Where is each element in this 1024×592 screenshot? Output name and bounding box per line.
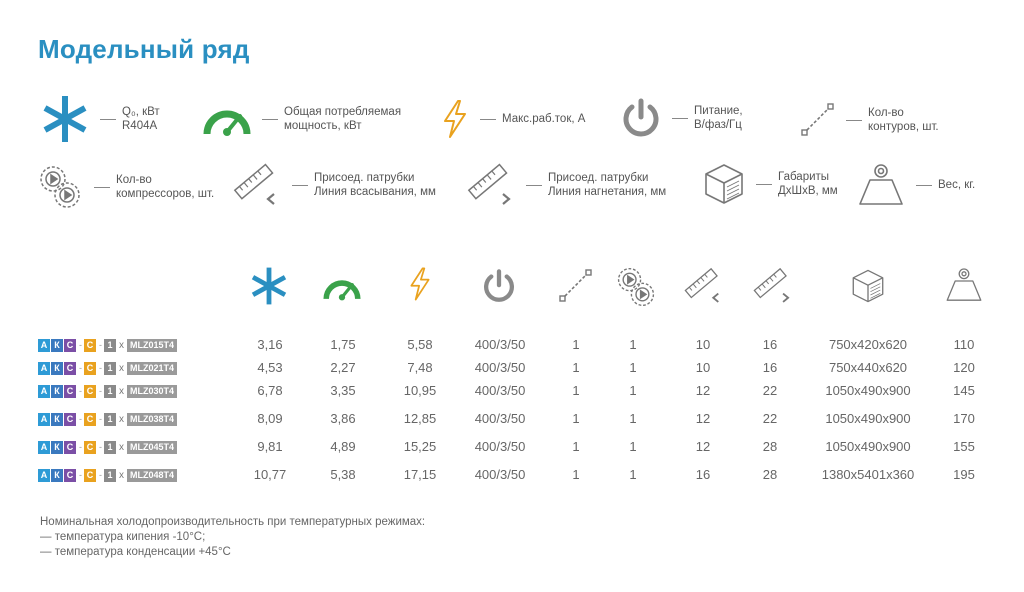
model-name: MLZ021T4	[127, 362, 177, 375]
header-circuits	[558, 268, 598, 308]
legend-dimensions-label: Габариты ДхШхВ, мм	[778, 171, 838, 197]
cell-power: 5,38	[330, 467, 356, 482]
legend-circuits-label: Кол-во контуров, шт.	[868, 107, 939, 133]
cell-circuits: 1	[572, 337, 580, 352]
cell-circuits: 1	[572, 439, 580, 454]
code-separator: -	[99, 386, 102, 396]
cell-weight: 155	[953, 439, 975, 454]
ruler-discharge-icon	[466, 162, 516, 208]
cell-power: 4,89	[330, 439, 356, 454]
table-row	[0, 337, 1024, 353]
model-name: MLZ038T4	[127, 413, 177, 426]
code-multiplier: x	[119, 441, 124, 453]
footnote	[40, 515, 425, 560]
code-letter: С	[64, 413, 76, 426]
header-compressors	[614, 264, 654, 304]
cell-dimensions: 1050x490x900	[825, 383, 911, 398]
cell-compressors: 1	[629, 439, 637, 454]
cell-current: 15,25	[403, 439, 437, 454]
cell-weight: 145	[953, 383, 975, 398]
code-separator: -	[99, 340, 102, 350]
snowflake-icon	[40, 94, 90, 144]
cell-suction: 16	[695, 467, 711, 482]
cell-power: 3,86	[330, 411, 356, 426]
legend-cooling-label: Q₀, кВт R404A	[122, 106, 160, 132]
legend-compressors-label: Кол-во компрессоров, шт.	[116, 174, 215, 200]
cell-compressors: 1	[629, 383, 637, 398]
page-title: Модельный ряд	[38, 34, 250, 64]
table-row	[0, 439, 1024, 455]
code-separator: -	[79, 340, 82, 350]
table-row	[0, 383, 1024, 399]
code-letter: 1	[104, 441, 116, 454]
header-weight	[944, 266, 984, 306]
model-code	[38, 383, 177, 399]
model-name: MLZ015T4	[127, 339, 177, 352]
code-letter: С	[84, 413, 96, 426]
box-icon	[702, 162, 746, 206]
cell-circuits: 1	[572, 383, 580, 398]
compressor-icon	[614, 264, 658, 310]
code-letter: 1	[104, 385, 116, 398]
code-letter: 1	[104, 339, 116, 352]
cell-dimensions: 1050x490x900	[825, 439, 911, 454]
legend-cooling	[40, 94, 160, 144]
code-separator: -	[79, 363, 82, 373]
cell-compressors: 1	[629, 467, 637, 482]
cell-cooling: 6,78	[257, 383, 283, 398]
cell-circuits: 1	[572, 467, 580, 482]
compressor-icon	[36, 162, 84, 212]
weight-icon	[856, 162, 906, 208]
code-letter: С	[84, 362, 96, 375]
code-letter: А	[38, 385, 50, 398]
code-letter: С	[64, 362, 76, 375]
legend-current	[440, 99, 585, 139]
model-code	[38, 337, 177, 353]
cell-cooling: 9,81	[257, 439, 283, 454]
cell-current: 17,15	[403, 467, 437, 482]
code-letter: А	[38, 339, 50, 352]
code-separator: -	[79, 414, 82, 424]
circuit-icon	[558, 268, 594, 304]
cell-discharge: 28	[762, 467, 778, 482]
cell-suction: 12	[695, 411, 711, 426]
legend-dimensions	[702, 162, 838, 206]
cell-suction: 12	[695, 383, 711, 398]
footnote-line-3: — температура конденсации +45°С	[40, 546, 231, 558]
code-letter: С	[84, 339, 96, 352]
code-multiplier: x	[119, 339, 124, 351]
cell-supply: 400/3/50	[474, 337, 526, 352]
legend-discharge	[466, 162, 666, 208]
code-letter: 1	[104, 469, 116, 482]
code-letter: А	[38, 469, 50, 482]
code-separator: -	[99, 470, 102, 480]
code-letter: К	[51, 441, 63, 454]
cell-cooling: 4,53	[257, 360, 283, 375]
header-dimensions	[850, 268, 890, 308]
code-letter: К	[51, 362, 63, 375]
legend-compressors	[36, 162, 214, 212]
code-letter: С	[84, 469, 96, 482]
ruler-discharge-icon	[752, 266, 794, 306]
legend-suction-label: Присоед. патрубки Линия всасывания, мм	[314, 172, 436, 198]
model-code	[38, 360, 177, 376]
footnote-line-1: Номинальная холодопроизводительность при температурных режимах:	[40, 516, 426, 528]
cell-supply: 400/3/50	[474, 383, 526, 398]
cell-current: 12,85	[403, 411, 437, 426]
cell-suction: 10	[695, 337, 711, 352]
code-separator: -	[79, 470, 82, 480]
gauge-icon	[322, 272, 362, 302]
code-multiplier: x	[119, 469, 124, 481]
cell-suction: 12	[695, 439, 711, 454]
cell-supply: 400/3/50	[474, 439, 526, 454]
header-current	[407, 266, 447, 306]
legend-power-label: Общая потребляемая мощность, кВт	[284, 106, 402, 132]
code-multiplier: x	[119, 413, 124, 425]
cell-cooling: 10,77	[253, 467, 287, 482]
legend-weight	[856, 162, 975, 208]
cell-weight: 120	[953, 360, 975, 375]
model-name: MLZ045T4	[127, 441, 177, 454]
cell-circuits: 1	[572, 411, 580, 426]
legend-supply-label: Питание, В/фаз/Гц	[694, 105, 743, 131]
code-separator: -	[99, 363, 102, 373]
code-letter: С	[64, 385, 76, 398]
cell-weight: 195	[953, 467, 975, 482]
code-letter: 1	[104, 413, 116, 426]
code-letter: А	[38, 441, 50, 454]
power-icon	[481, 268, 517, 304]
code-letter: К	[51, 385, 63, 398]
model-code	[38, 439, 177, 455]
snowflake-icon	[249, 266, 289, 306]
legend-power	[202, 100, 401, 138]
code-letter: С	[64, 469, 76, 482]
code-multiplier: x	[119, 385, 124, 397]
cell-supply: 400/3/50	[474, 360, 526, 375]
box-icon	[850, 268, 886, 304]
code-letter: А	[38, 362, 50, 375]
cell-supply: 400/3/50	[474, 411, 526, 426]
model-code	[38, 411, 177, 427]
header-discharge	[752, 266, 792, 306]
cell-compressors: 1	[629, 411, 637, 426]
circuit-icon	[800, 102, 836, 138]
cell-power: 2,27	[330, 360, 356, 375]
code-separator: -	[99, 414, 102, 424]
cell-supply: 400/3/50	[474, 467, 526, 482]
cell-weight: 110	[953, 337, 975, 352]
header-supply	[481, 268, 521, 308]
cell-power: 1,75	[330, 337, 356, 352]
code-letter: К	[51, 413, 63, 426]
code-letter: С	[84, 441, 96, 454]
model-code	[38, 467, 177, 483]
header-cooling	[249, 266, 289, 306]
cell-circuits: 1	[572, 360, 580, 375]
legend-discharge-label: Присоед. патрубки Линия нагнетания, мм	[548, 172, 667, 198]
legend-weight-label: Вес, кг.	[938, 179, 976, 191]
table-row	[0, 467, 1024, 483]
legend-current-label: Макс.раб.ток, А	[502, 113, 586, 125]
lightning-icon	[407, 266, 433, 302]
code-letter: С	[84, 385, 96, 398]
cell-dimensions: 1050x490x900	[825, 411, 911, 426]
code-letter: А	[38, 413, 50, 426]
code-letter: 1	[104, 362, 116, 375]
cell-power: 3,35	[330, 383, 356, 398]
code-separator: -	[79, 442, 82, 452]
code-separator: -	[99, 442, 102, 452]
cell-compressors: 1	[629, 360, 637, 375]
cell-dimensions: 750x440x620	[828, 360, 908, 375]
cell-discharge: 28	[762, 439, 778, 454]
cell-dimensions: 1380x5401x360	[821, 467, 915, 482]
cell-weight: 170	[953, 411, 975, 426]
cell-current: 10,95	[403, 383, 437, 398]
lightning-icon	[440, 99, 470, 139]
code-letter: К	[51, 339, 63, 352]
table-row	[0, 411, 1024, 427]
cell-current: 7,48	[407, 360, 433, 375]
cell-suction: 10	[695, 360, 711, 375]
code-letter: С	[64, 339, 76, 352]
weight-icon	[944, 266, 984, 304]
cell-cooling: 3,16	[257, 337, 283, 352]
model-name: MLZ030T4	[127, 385, 177, 398]
cell-cooling: 8,09	[257, 411, 283, 426]
table-row	[0, 360, 1024, 376]
cell-discharge: 16	[762, 360, 778, 375]
code-letter: К	[51, 469, 63, 482]
power-icon	[620, 97, 662, 139]
legend-supply	[620, 97, 743, 139]
cell-discharge: 22	[762, 383, 778, 398]
code-separator: -	[79, 386, 82, 396]
cell-discharge: 16	[762, 337, 778, 352]
header-suction	[683, 266, 723, 306]
cell-compressors: 1	[629, 337, 637, 352]
ruler-suction-icon	[683, 266, 725, 306]
cell-discharge: 22	[762, 411, 778, 426]
legend-suction	[232, 162, 436, 208]
gauge-icon	[202, 100, 252, 138]
ruler-suction-icon	[232, 162, 282, 208]
cell-current: 5,58	[407, 337, 433, 352]
cell-dimensions: 750x420x620	[828, 337, 908, 352]
legend-circuits	[800, 102, 939, 138]
code-multiplier: x	[119, 362, 124, 374]
header-power	[322, 272, 362, 312]
code-letter: С	[64, 441, 76, 454]
footnote-line-2: — температура кипения -10°С;	[40, 531, 206, 543]
model-name: MLZ048T4	[127, 469, 177, 482]
